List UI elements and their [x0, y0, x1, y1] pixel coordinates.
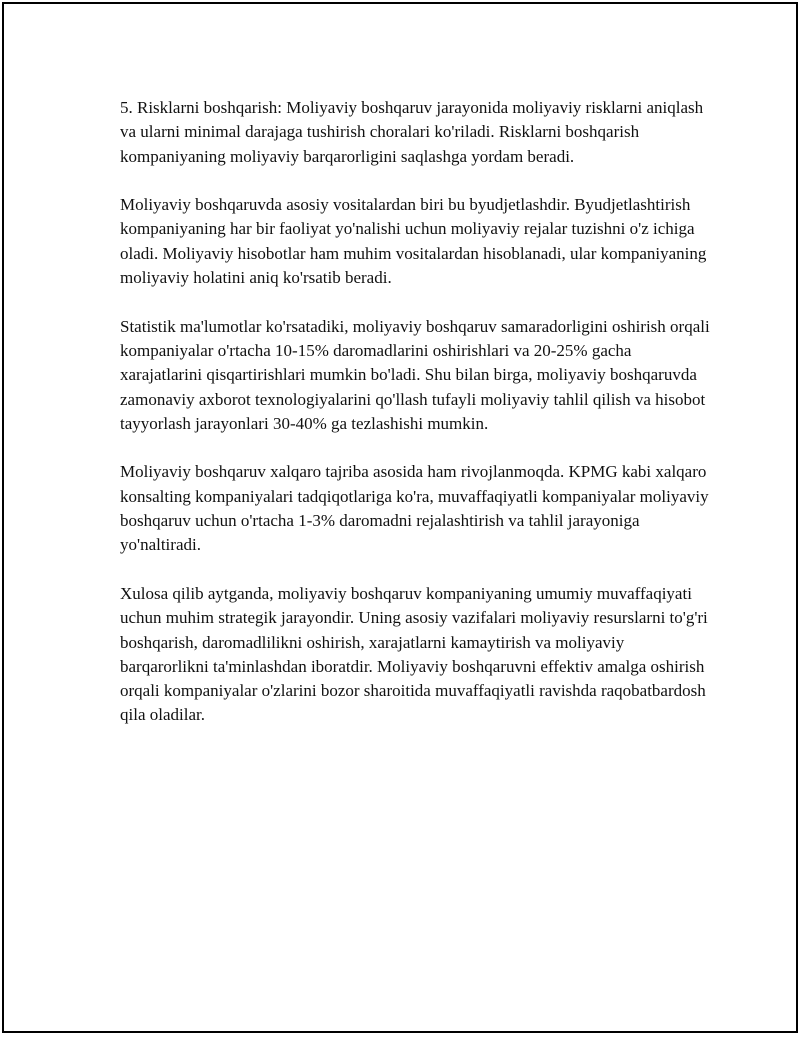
paragraph-statistics: Statistik ma'lumotlar ko'rsatadiki, moliyaviy boshqaruv samaradorligini oshirish orqali kompaniyalar o'rtacha 10-15% daromadlarini oshirishlari va 20-25% gacha xarajatlarini qisqartirishlari mumkin bo'ladi. Shu bilan birga, moliyaviy boshqaruvda zamonaviy axborot texnologiyalarini qo'llash tufayli moliyaviy tahlil qilish va hisobot tayyorlash jarayonlari 30-40% ga tezlashishi mumkin. [120, 316, 710, 433]
document-page [2, 2, 798, 1033]
paragraph-international-experience: Moliyaviy boshqaruv xalqaro tajriba asosida ham rivojlanmoqda. KPMG kabi xalqaro konsalting kompaniyalari tadqiqotlariga ko'ra, muvaffaqiyatli kompaniyalar moliyaviy boshqaruv uchun o'rtacha 1-3% daromadni rejalashtirish va tahlil jarayoniga yo'naltiradi. [120, 462, 709, 555]
paragraph-conclusion: Xulosa qilib aytganda, moliyaviy boshqaruv kompaniyaning umumiy muvaffaqiyati uchun muhim strategik jarayondir. Uning asosiy vazifalari moliyaviy resurslarni to'g'ri boshqarish, daromadlilikni oshirish, xarajatlarni kamaytirish va moliyaviy barqarorlikni ta'minlashdan iboratdir. Moliyaviy boshqaruvni effektiv amalga oshirish orqali kompaniyalar o'zlarini bozor sharoitida muvaffaqiyatli ravishda raqobatbardosh qila oladilar. [120, 583, 708, 725]
document-body [120, 96, 710, 752]
paragraph-budgeting: Moliyaviy boshqaruvda asosiy vositalardan biri bu byudjetlashdir. Byudjetlashtirish kompaniyaning har bir faoliyat yo'nalishi uchun moliyaviy rejalar tuzishni o'z ichiga oladi. Moliyaviy hisobotlar ham muhim vositalardan hisoblanadi, ular kompaniyaning moliyaviy holatini aniq ko'rsatib beradi. [120, 195, 707, 288]
paragraph-risk-management: 5. Risklarni boshqarish: Moliyaviy boshqaruv jarayonida moliyaviy risklarni aniqlash va ularni minimal darajaga tushirish choralari ko'riladi. Risklarni boshqarish kompaniyaning moliyaviy barqarorligini saqlashga yordam beradi. [120, 98, 704, 166]
